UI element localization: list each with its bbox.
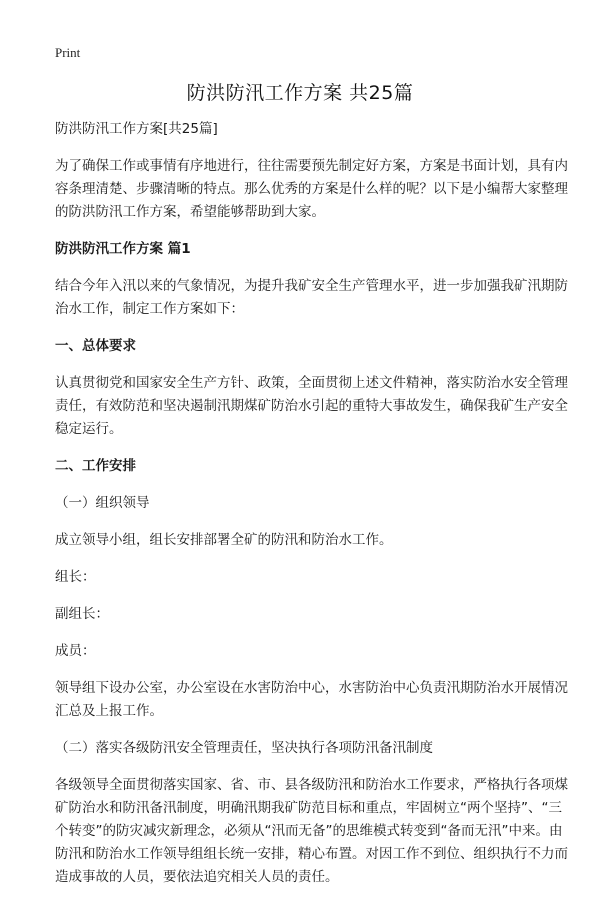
subsection-heading: （二）落实各级防汛安全管理责任，坚决执行各项防汛备汛制度 [55, 740, 433, 756]
paragraph: 领导组下设办公室，办公室设在水害防治中心，水害防治中心负责汛期防治水开展情况汇总及上报工作。 [55, 680, 568, 719]
paragraph: 各级领导全面贯彻落实国家、省、市、县各级防汛和防治水工作要求，严格执行各项煤矿防治水和防汛备汛制度，明确汛期我矿防范目标和重点，牢固树立“两个坚持”、“三个转变”的防灾减灾新理念，必须从“汛而无备”的思维模式转变到“备而无汛”中来。由防汛和防治水工作领导组组长统一安排，精心布置。对因工作不到位、组织执行不力而造成事故的人员，要依法追究相关人员的责任。 [55, 777, 568, 885]
page-title: 防洪防汛工作方案 共25篇 [186, 82, 414, 104]
paragraph: 认真贯彻党和国家安全生产方针、政策，全面贯彻上述文件精神，落实防治水安全管理责任，有效防范和坚决遏制汛期煤矿防治水引起的重特大事故发生，确保我矿生产安全稳定运行。 [55, 375, 568, 437]
section-heading: 防洪防汛工作方案 篇1 [55, 241, 191, 257]
intro-paragraph: 为了确保工作或事情有序地进行，往往需要预先制定好方案，方案是书面计划，具有内容条理清楚、步骤清晰的特点。那么优秀的方案是什么样的呢？以下是小编帮大家整理的防洪防汛工作方案，希望能够帮助到大家。 [55, 158, 568, 220]
paragraph: 成立领导小组，组长安排部署全矿的防汛和防治水工作。 [55, 532, 393, 548]
document-body [55, 118, 575, 903]
subsection-heading: （一）组织领导 [55, 495, 150, 511]
doc-subtitle: 防洪防汛工作方案[共25篇] [55, 121, 218, 137]
print-link[interactable]: Print [55, 45, 81, 60]
paragraph: 组长： [55, 569, 96, 585]
paragraph: 结合今年入汛以来的气象情况，为提升我矿安全生产管理水平，进一步加强我矿汛期防治水工作，制定工作方案如下： [55, 278, 568, 317]
section-heading: 二、工作安排 [55, 458, 136, 474]
paragraph: 副组长： [55, 606, 109, 622]
section-heading: 一、总体要求 [55, 338, 136, 354]
paragraph: 成员： [55, 643, 96, 659]
